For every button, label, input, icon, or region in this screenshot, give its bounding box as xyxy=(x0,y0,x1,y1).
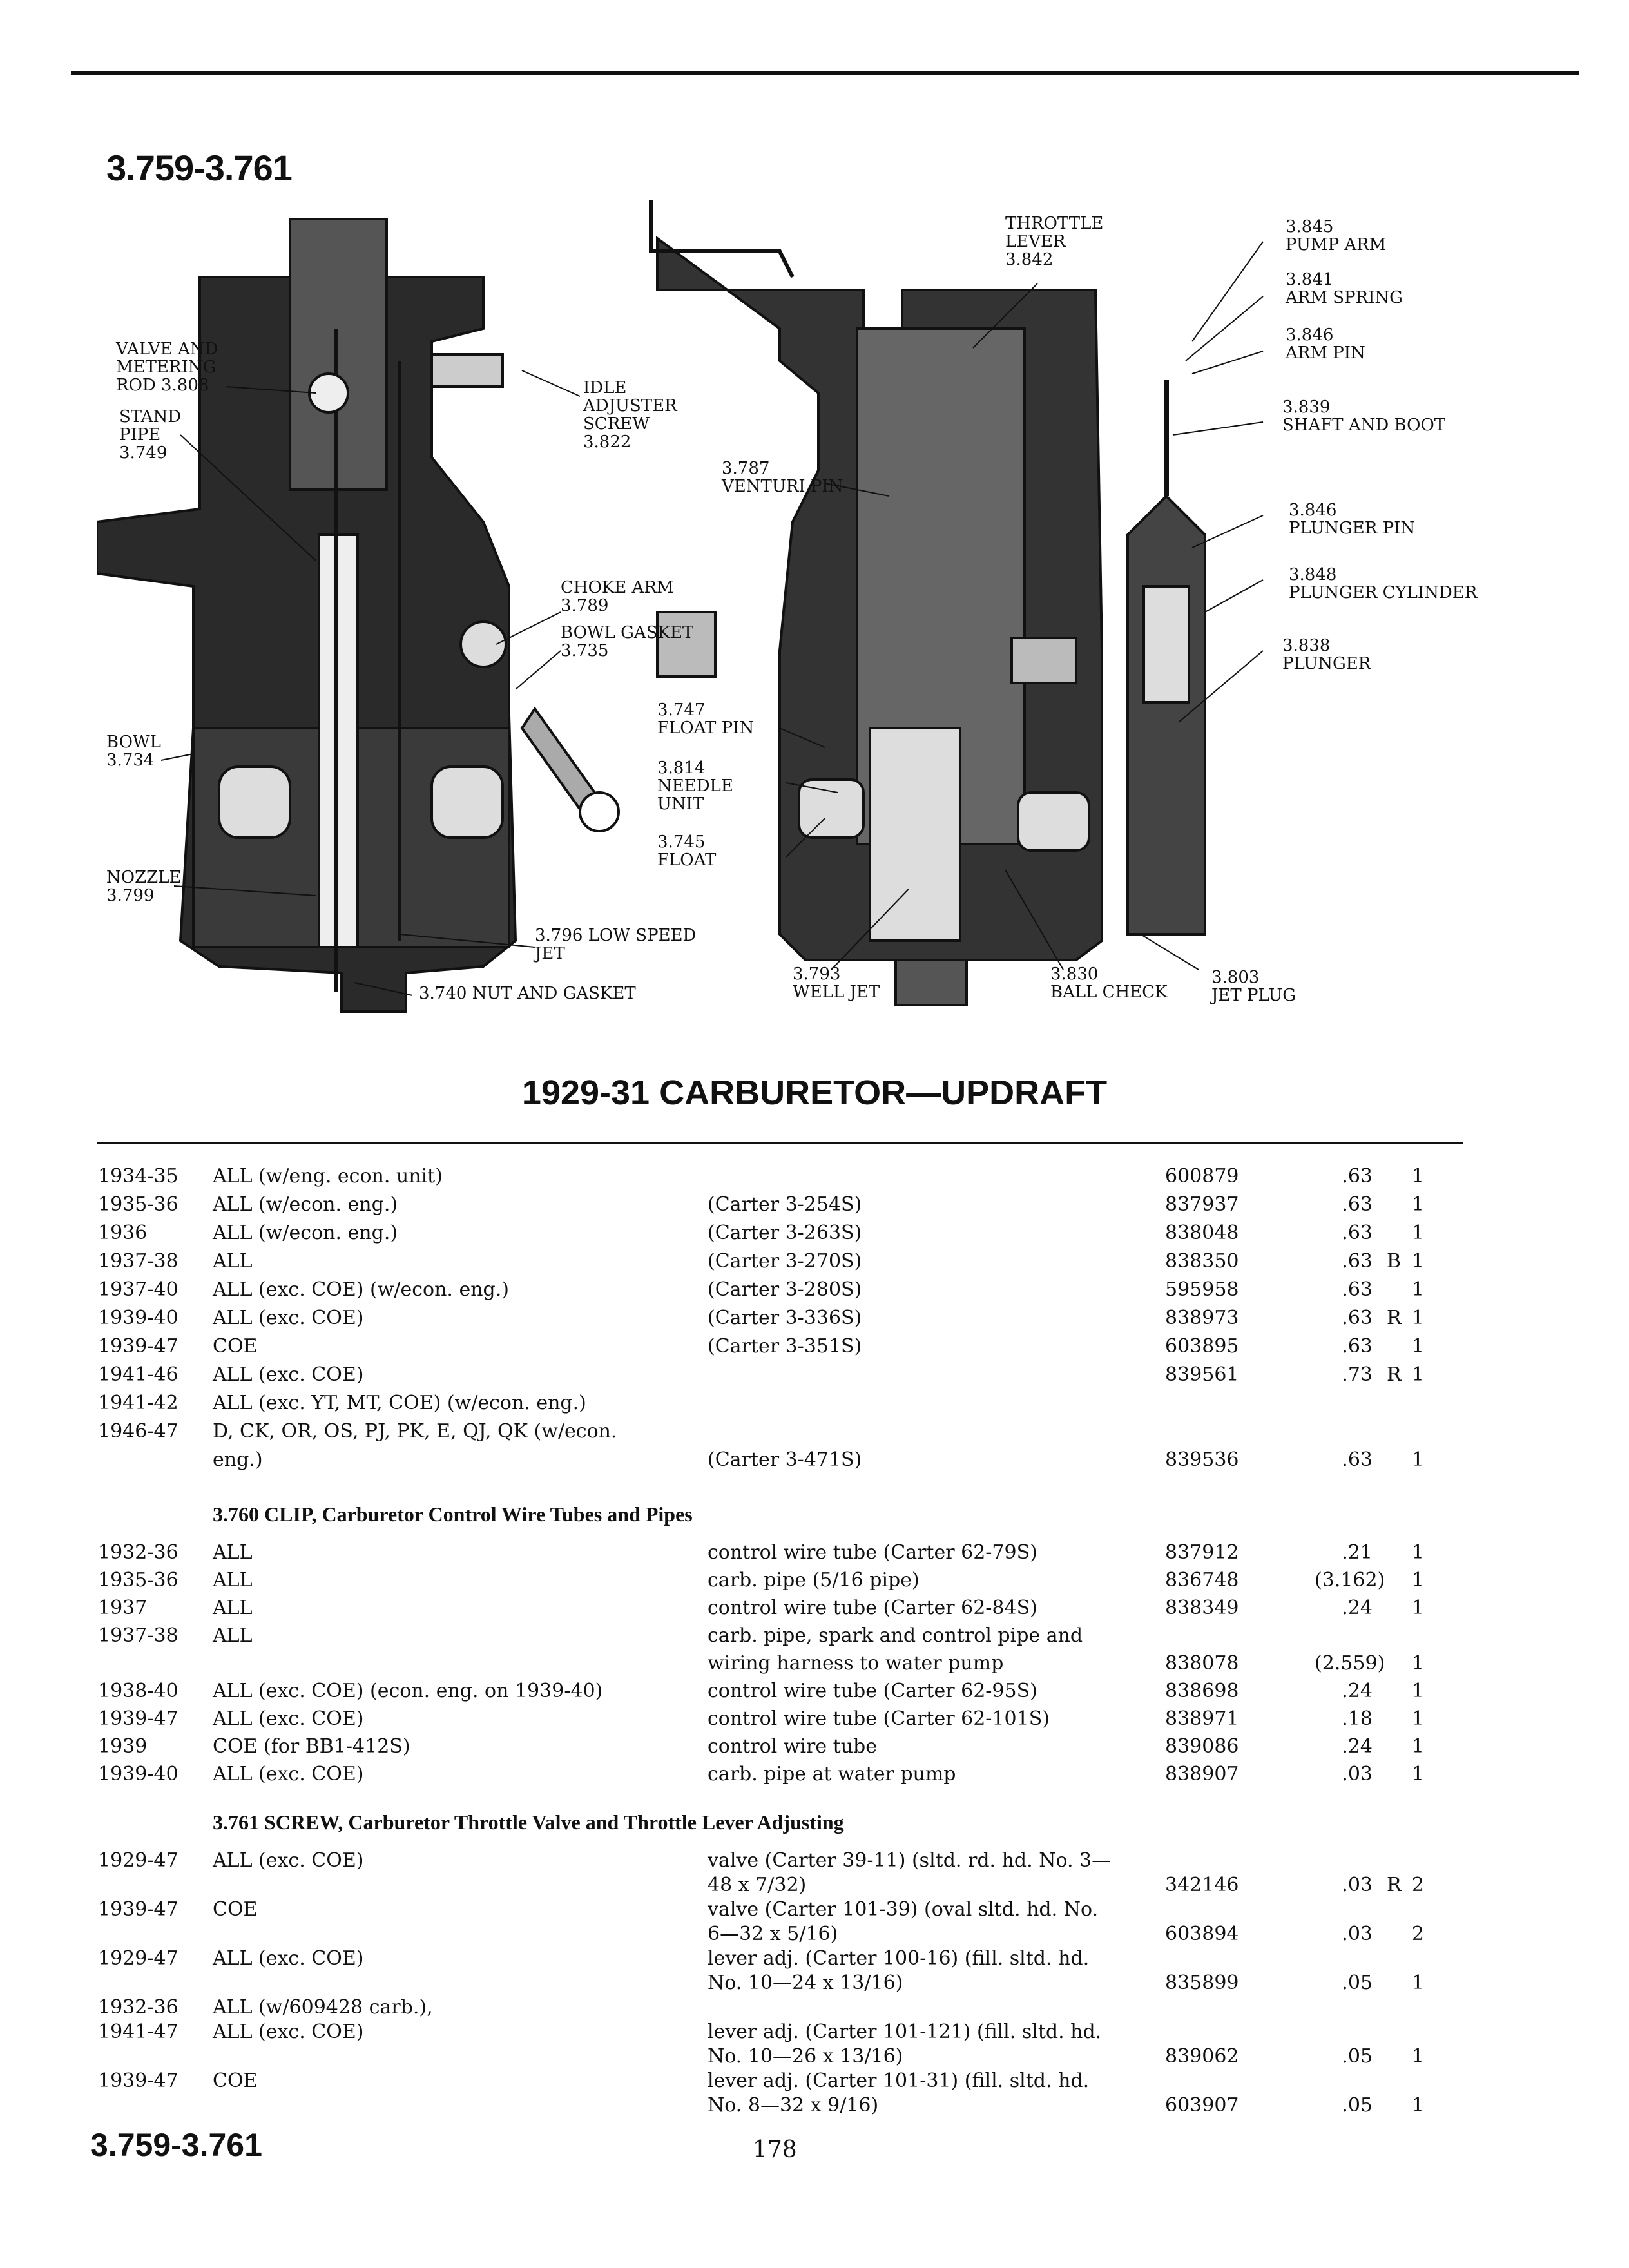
cell-q: 1 xyxy=(1411,1222,1424,1244)
cell-p: 603907 xyxy=(1165,2094,1239,2117)
cell-d: (Carter 3-270S) xyxy=(708,1250,862,1273)
callout-arm-spring: 3.841 ARM SPRING xyxy=(1286,270,1403,307)
cell-y: 1946-47 xyxy=(98,1420,178,1443)
cell-m: eng.) xyxy=(213,1448,263,1471)
callout-throttle-lever: THROTTLE LEVER 3.842 xyxy=(1005,214,1104,269)
cell-d: 48 x 7/32) xyxy=(708,1874,807,1896)
callout-venturi-pin: 3.787 VENTURI PIN xyxy=(722,459,843,496)
cell-p: 595958 xyxy=(1165,1278,1239,1301)
table-row xyxy=(0,2045,1629,2071)
cell-pr: .18 xyxy=(1342,1707,1373,1730)
table-row xyxy=(0,2070,1629,2095)
cell-q: 1 xyxy=(1411,1448,1424,1471)
callout-plunger-cylinder: 3.848 PLUNGER CYLINDER xyxy=(1289,565,1478,602)
cell-y: 1941-42 xyxy=(98,1392,178,1414)
table-row xyxy=(0,1735,1629,1761)
table-row xyxy=(0,1972,1629,1997)
cell-q: 1 xyxy=(1411,1335,1424,1358)
cell-p: 838349 xyxy=(1165,1597,1239,1619)
table-row xyxy=(0,1541,1629,1567)
callout-idle-adjuster: IDLE ADJUSTER SCREW 3.822 xyxy=(583,378,677,452)
cell-pr: .03 xyxy=(1342,1923,1373,1945)
cell-m: ALL (w/econ. eng.) xyxy=(213,1222,398,1244)
cell-p: 838048 xyxy=(1165,1222,1239,1244)
cell-d: valve (Carter 101-39) (oval sltd. hd. No. xyxy=(708,1898,1099,1921)
table-row xyxy=(0,1680,1629,1706)
cell-pr: .63 xyxy=(1342,1250,1373,1273)
cell-q: 2 xyxy=(1411,1874,1424,1896)
cell-q: 1 xyxy=(1411,1763,1424,1785)
cell-y: 1929-47 xyxy=(98,1947,178,1970)
cell-pr: (3.162) xyxy=(1315,1569,1385,1591)
cell-p: 837937 xyxy=(1165,1193,1239,1216)
cell-y: 1939-40 xyxy=(98,1763,178,1785)
cell-p: 603894 xyxy=(1165,1923,1239,1945)
callout-low-speed-jet: 3.796 LOW SPEED JET xyxy=(535,926,697,963)
cell-q: 1 xyxy=(1411,1541,1424,1564)
cell-m: ALL (exc. COE) xyxy=(213,1707,364,1730)
cell-y: 1932-36 xyxy=(98,1541,178,1564)
cell-y: 1937-38 xyxy=(98,1624,178,1647)
cell-y: 1935-36 xyxy=(98,1193,178,1216)
cell-y: 1941-47 xyxy=(98,2021,178,2043)
cell-m: ALL (exc. COE) xyxy=(213,1763,364,1785)
cell-y: 1939 xyxy=(98,1735,148,1758)
callout-bowl-gasket: BOWL GASKET 3.735 xyxy=(561,623,694,660)
figure-title: 1929-31 CARBURETOR—UPDRAFT xyxy=(521,1073,1108,1112)
cell-m: COE xyxy=(213,1335,258,1358)
cell-m: ALL (exc. COE) (w/econ. eng.) xyxy=(213,1278,510,1301)
table-row xyxy=(0,1193,1629,1219)
cell-m: COE xyxy=(213,1898,258,1921)
cell-d: (Carter 3-263S) xyxy=(708,1222,862,1244)
cell-d: valve (Carter 39-11) (sltd. rd. hd. No. 3— xyxy=(708,1849,1112,1872)
callout-ball-check: 3.830 BALL CHECK xyxy=(1050,965,1168,1002)
cell-d: (Carter 3-254S) xyxy=(708,1193,862,1216)
table-row xyxy=(0,1165,1629,1191)
table-row xyxy=(0,1947,1629,1973)
cell-y: 1941-46 xyxy=(98,1363,178,1386)
cell-q: 1 xyxy=(1411,1735,1424,1758)
header-section-range: 3.759-3.761 xyxy=(106,148,292,188)
cell-pr: .21 xyxy=(1342,1541,1373,1564)
cell-d: No. 8—32 x 9/16) xyxy=(708,2094,879,2117)
callout-nut-gasket: 3.740 NUT AND GASKET xyxy=(419,984,636,1003)
cell-y: 1929-47 xyxy=(98,1849,178,1872)
cell-q: 1 xyxy=(1411,2045,1424,2068)
callout-choke-arm: CHOKE ARM 3.789 xyxy=(561,578,674,615)
table-row xyxy=(0,1222,1629,1247)
top-rule xyxy=(71,71,1579,75)
cell-p: 839086 xyxy=(1165,1735,1239,1758)
section-heading-screw: 3.761 SCREW, Carburetor Throttle Valve and Throttle Lever Adjusting xyxy=(213,1811,844,1834)
cell-pr: .63 xyxy=(1342,1448,1373,1471)
table-row xyxy=(0,1763,1629,1789)
cell-m: D, CK, OR, OS, PJ, PK, E, QJ, QK (w/econ. xyxy=(213,1420,617,1443)
cell-p: 342146 xyxy=(1165,1874,1239,1896)
cell-p: 835899 xyxy=(1165,1972,1239,1994)
cell-q: 2 xyxy=(1411,1923,1424,1945)
table-row xyxy=(0,2021,1629,2046)
cell-q: 1 xyxy=(1411,1307,1424,1329)
cell-pr: .24 xyxy=(1342,1597,1373,1619)
cell-q: 1 xyxy=(1411,1680,1424,1702)
callout-jet-plug: 3.803 JET PLUG xyxy=(1211,968,1296,1005)
cell-m: ALL (exc. COE) xyxy=(213,1849,364,1872)
callout-nozzle: NOZZLE 3.799 xyxy=(106,868,182,905)
callout-well-jet: 3.793 WELL JET xyxy=(793,965,880,1002)
cell-d: lever adj. (Carter 101-31) (fill. sltd. hd. xyxy=(708,2070,1090,2092)
page-number: 178 xyxy=(753,2137,797,2163)
cell-q: 1 xyxy=(1411,1193,1424,1216)
callout-needle-unit: 3.814 NEEDLE UNIT xyxy=(657,758,733,814)
cell-m: ALL xyxy=(213,1250,253,1273)
cell-c: R xyxy=(1387,1363,1402,1386)
cell-y: 1932-36 xyxy=(98,1996,178,2019)
cell-m: ALL (exc. COE) xyxy=(213,1363,364,1386)
cell-p: 839561 xyxy=(1165,1363,1239,1386)
table-row xyxy=(0,2094,1629,2120)
cell-p: 600879 xyxy=(1165,1165,1239,1187)
table-row xyxy=(0,1923,1629,1948)
cell-pr: .24 xyxy=(1342,1735,1373,1758)
table-row xyxy=(0,1335,1629,1361)
cell-d: wiring harness to water pump xyxy=(708,1652,1004,1675)
cell-y: 1935-36 xyxy=(98,1569,178,1591)
cell-pr: .63 xyxy=(1342,1165,1373,1187)
cell-d: (Carter 3-471S) xyxy=(708,1448,862,1471)
table-row xyxy=(0,1996,1629,2022)
cell-q: 1 xyxy=(1411,1972,1424,1994)
cell-p: 838971 xyxy=(1165,1707,1239,1730)
cell-m: ALL (w/econ. eng.) xyxy=(213,1193,398,1216)
cell-q: 1 xyxy=(1411,1165,1424,1187)
cell-d: carb. pipe at water pump xyxy=(708,1763,956,1785)
table-row xyxy=(0,1849,1629,1875)
cell-d: (Carter 3-336S) xyxy=(708,1307,862,1329)
cell-d: control wire tube (Carter 62-84S) xyxy=(708,1597,1037,1619)
cell-pr: .63 xyxy=(1342,1307,1373,1329)
cell-c: B xyxy=(1387,1250,1402,1273)
cell-pr: .63 xyxy=(1342,1335,1373,1358)
cell-y: 1939-47 xyxy=(98,1335,178,1358)
cell-q: 1 xyxy=(1411,1652,1424,1675)
table-row xyxy=(0,1874,1629,1899)
cell-y: 1934-35 xyxy=(98,1165,178,1187)
cell-q: 1 xyxy=(1411,1250,1424,1273)
cell-y: 1937-38 xyxy=(98,1250,178,1273)
cell-d: No. 10—24 x 13/16) xyxy=(708,1972,903,1994)
section-heading-clip: 3.760 CLIP, Carburetor Control Wire Tubes and Pipes xyxy=(213,1503,693,1526)
cell-p: 603895 xyxy=(1165,1335,1239,1358)
cell-m: ALL xyxy=(213,1569,253,1591)
cell-y: 1939-47 xyxy=(98,2070,178,2092)
cell-pr: .05 xyxy=(1342,2094,1373,2117)
cell-q: 1 xyxy=(1411,1597,1424,1619)
table-row xyxy=(0,1707,1629,1733)
table-row xyxy=(0,1569,1629,1595)
callout-bowl: BOWL 3.734 xyxy=(106,733,161,770)
cell-d: control wire tube (Carter 62-101S) xyxy=(708,1707,1050,1730)
table-row xyxy=(0,1898,1629,1924)
cell-y: 1938-40 xyxy=(98,1680,178,1702)
cell-pr: (2.559) xyxy=(1315,1652,1385,1675)
carburetor-illustration xyxy=(97,200,1489,1044)
table-row xyxy=(0,1278,1629,1304)
callout-float: 3.745 FLOAT xyxy=(657,832,717,870)
callout-float-pin: 3.747 FLOAT PIN xyxy=(657,700,755,738)
cell-pr: .05 xyxy=(1342,1972,1373,1994)
table-row xyxy=(0,1652,1629,1678)
cell-d: control wire tube (Carter 62-95S) xyxy=(708,1680,1037,1702)
callout-plunger-pin: 3.846 PLUNGER PIN xyxy=(1289,501,1416,538)
cell-p: 838350 xyxy=(1165,1250,1239,1273)
cell-m: ALL (exc. COE) xyxy=(213,2021,364,2043)
cell-d: control wire tube (Carter 62-79S) xyxy=(708,1541,1037,1564)
cell-y: 1939-47 xyxy=(98,1898,178,1921)
cell-m: ALL (exc. COE) (econ. eng. on 1939-40) xyxy=(213,1680,603,1702)
cell-m: ALL xyxy=(213,1597,253,1619)
cell-q: 1 xyxy=(1411,1707,1424,1730)
callout-plunger: 3.838 PLUNGER xyxy=(1282,636,1371,673)
table-row xyxy=(0,1307,1629,1332)
callout-arm-pin: 3.846 ARM PIN xyxy=(1286,325,1365,363)
cell-y: 1939-40 xyxy=(98,1307,178,1329)
cell-y: 1937-40 xyxy=(98,1278,178,1301)
cell-p: 838698 xyxy=(1165,1680,1239,1702)
cell-p: 838973 xyxy=(1165,1307,1239,1329)
cell-q: 1 xyxy=(1411,2094,1424,2117)
footer-section-range: 3.759-3.761 xyxy=(90,2127,262,2163)
cell-d: control wire tube xyxy=(708,1735,878,1758)
cell-pr: .03 xyxy=(1342,1874,1373,1896)
cell-c: R xyxy=(1387,1874,1402,1896)
cell-pr: .03 xyxy=(1342,1763,1373,1785)
cell-y: 1939-47 xyxy=(98,1707,178,1730)
cell-m: COE (for BB1-412S) xyxy=(213,1735,410,1758)
table-row xyxy=(0,1250,1629,1276)
title-rule xyxy=(97,1142,1463,1144)
cell-d: (Carter 3-351S) xyxy=(708,1335,862,1358)
table-row xyxy=(0,1597,1629,1622)
cell-m: COE xyxy=(213,2070,258,2092)
cell-pr: .63 xyxy=(1342,1222,1373,1244)
cell-m: ALL (exc. YT, MT, COE) (w/econ. eng.) xyxy=(213,1392,586,1414)
cell-m: ALL (w/eng. econ. unit) xyxy=(213,1165,443,1187)
callout-pump-arm: 3.845 PUMP ARM xyxy=(1286,217,1387,255)
cell-pr: .24 xyxy=(1342,1680,1373,1702)
cell-pr: .63 xyxy=(1342,1193,1373,1216)
cell-p: 839536 xyxy=(1165,1448,1239,1471)
table-row xyxy=(0,1448,1629,1474)
cell-p: 839062 xyxy=(1165,2045,1239,2068)
cell-d: No. 10—26 x 13/16) xyxy=(708,2045,903,2068)
cell-c: R xyxy=(1387,1307,1402,1329)
table-row xyxy=(0,1392,1629,1418)
cell-pr: .73 xyxy=(1342,1363,1373,1386)
callout-valve-rod: VALVE AND METERING ROD 3.808 xyxy=(116,340,218,395)
cell-pr: .63 xyxy=(1342,1278,1373,1301)
callout-shaft-boot: 3.839 SHAFT AND BOOT xyxy=(1282,398,1446,435)
cell-q: 1 xyxy=(1411,1569,1424,1591)
cell-q: 1 xyxy=(1411,1278,1424,1301)
table-row xyxy=(0,1420,1629,1446)
cell-d: lever adj. (Carter 101-121) (fill. sltd. hd. xyxy=(708,2021,1102,2043)
cell-p: 838907 xyxy=(1165,1763,1239,1785)
callout-stand-pipe: STAND PIPE 3.749 xyxy=(119,407,182,463)
cell-pr: .05 xyxy=(1342,2045,1373,2068)
cell-m: ALL xyxy=(213,1624,253,1647)
cell-d: carb. pipe, spark and control pipe and xyxy=(708,1624,1083,1647)
cell-p: 837912 xyxy=(1165,1541,1239,1564)
cell-y: 1936 xyxy=(98,1222,148,1244)
cell-d: 6—32 x 5/16) xyxy=(708,1923,838,1945)
cell-p: 836748 xyxy=(1165,1569,1239,1591)
cell-y: 1937 xyxy=(98,1597,148,1619)
cell-q: 1 xyxy=(1411,1363,1424,1386)
cell-m: ALL (exc. COE) xyxy=(213,1307,364,1329)
table-row xyxy=(0,1624,1629,1650)
cell-d: lever adj. (Carter 100-16) (fill. sltd. hd. xyxy=(708,1947,1090,1970)
cell-p: 838078 xyxy=(1165,1652,1239,1675)
cell-m: ALL (exc. COE) xyxy=(213,1947,364,1970)
cell-d: (Carter 3-280S) xyxy=(708,1278,862,1301)
cell-d: carb. pipe (5/16 pipe) xyxy=(708,1569,920,1591)
cell-m: ALL (w/609428 carb.), xyxy=(213,1996,433,2019)
cell-m: ALL xyxy=(213,1541,253,1564)
table-row xyxy=(0,1363,1629,1389)
